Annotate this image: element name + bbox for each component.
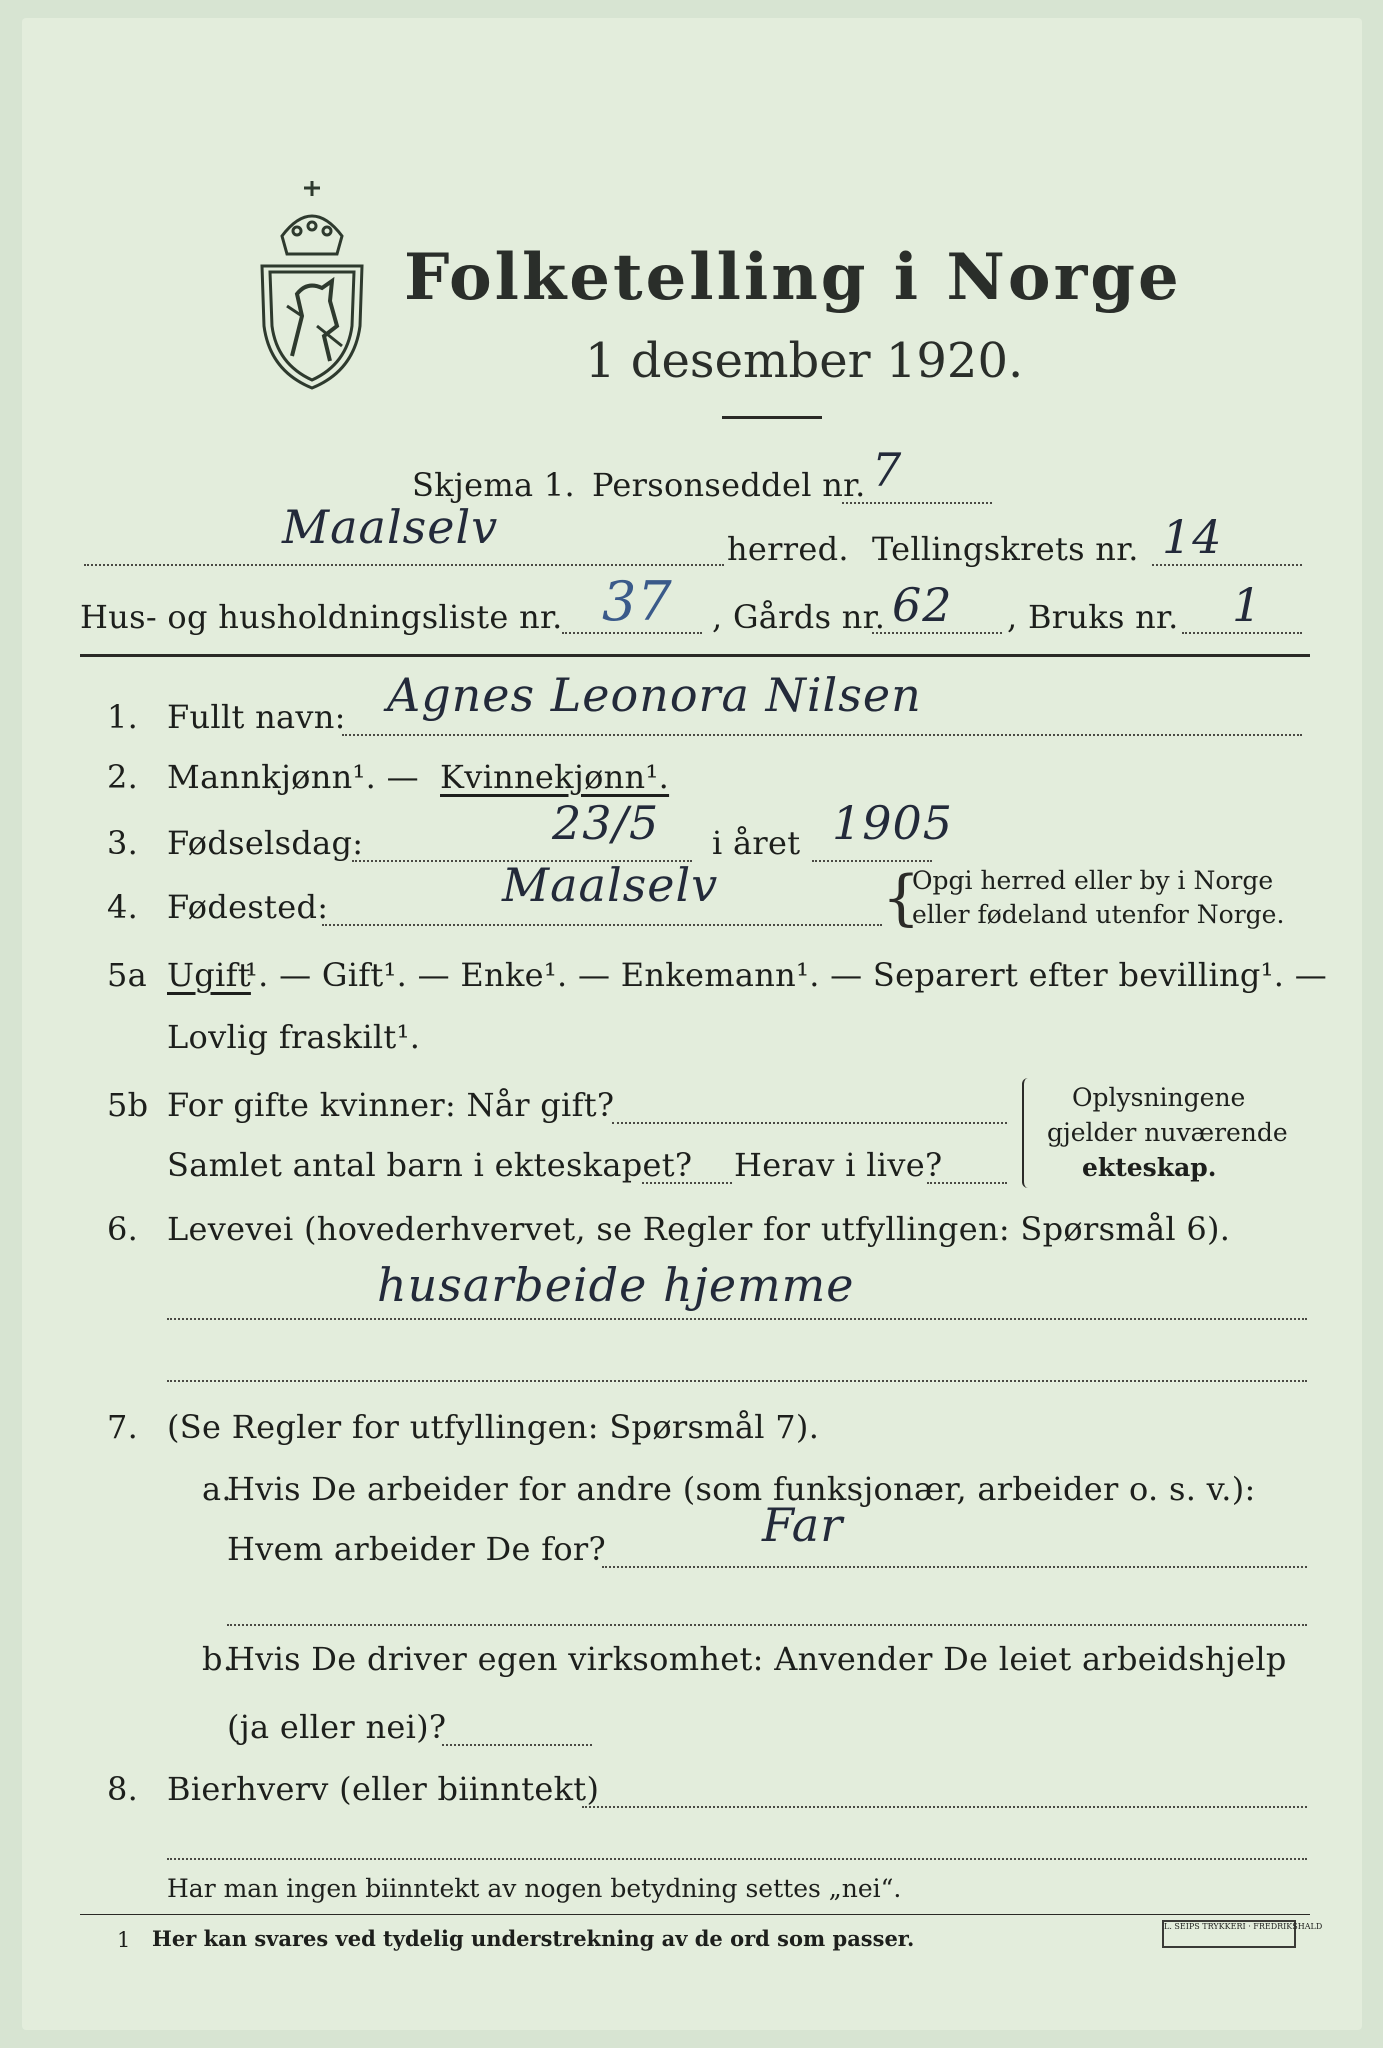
gards-value: 62	[892, 578, 953, 632]
q7a-line-extra	[227, 1624, 1307, 1626]
q2-male-option: Mannkjønn¹. —	[167, 758, 419, 796]
q5b-married-line	[612, 1122, 1007, 1124]
q7-number: 7.	[107, 1408, 139, 1446]
q3-label: Fødselsdag:	[167, 824, 364, 862]
q3-birth-year: 1905	[832, 796, 954, 850]
q1-number: 1.	[107, 698, 139, 736]
q5a-other-options: ¹. — Gift¹. — Enke¹. — Enkemann¹. — Separert efter bevilling¹. —	[245, 956, 1328, 994]
q4-number: 4.	[107, 888, 139, 926]
q5b-note-line3: ekteskap.	[1082, 1153, 1217, 1182]
census-form-sheet	[22, 18, 1362, 2030]
herred-label: herred.	[727, 530, 849, 568]
q3-year-label: i året	[712, 824, 801, 862]
q8-line2	[167, 1858, 1307, 1860]
footnote-number: 1	[117, 1928, 131, 1952]
q5b-children-line	[642, 1182, 732, 1184]
q5b-note-line2: gjelder nuværende	[1047, 1118, 1288, 1147]
footnote-text: Her kan svares ved tydelig understrekning av de ord som passer.	[152, 1926, 915, 1951]
q5b-note-bracket	[1022, 1078, 1032, 1188]
q7a-line	[602, 1566, 1307, 1568]
gards-label: , Gårds nr.	[712, 598, 886, 636]
q5a-number: 5a	[107, 956, 148, 994]
q3-birth-date: 23/5	[552, 796, 660, 850]
q4-label: Fødested:	[167, 888, 329, 926]
q5a-ugift-option: Ugift	[167, 956, 251, 994]
q5b-number: 5b	[107, 1086, 149, 1124]
q1-label: Fullt navn:	[167, 698, 346, 736]
herred-line	[84, 564, 724, 566]
husliste-value: 37	[602, 570, 673, 633]
q5b-children-label: Samlet antal barn i ekteskapet?	[167, 1146, 693, 1184]
printer-stamp-text: L. SEIPS TRYKKERI · FREDRIKSHALD	[1164, 1922, 1323, 1931]
personseddel-value: 7	[872, 443, 903, 497]
personseddel-line	[842, 502, 992, 504]
q6-label: Levevei (hovederhvervet, se Regler for utfyllingen: Spørsmål 6).	[167, 1210, 1231, 1248]
q4-note-line2: eller fødeland utenfor Norge.	[912, 900, 1285, 929]
q7a-employer: Far	[762, 1498, 844, 1552]
husliste-line	[562, 632, 702, 634]
q3-number: 3.	[107, 824, 139, 862]
personseddel-label: Personseddel nr.	[592, 466, 866, 504]
q4-line	[322, 924, 882, 926]
q7b-line2: (ja eller nei)?	[227, 1708, 447, 1746]
schema-label: Skjema 1.	[412, 466, 575, 504]
tellingskrets-label: Tellingskrets nr.	[872, 530, 1139, 568]
q5a-line2: Lovlig fraskilt¹.	[167, 1018, 421, 1056]
q1-line	[342, 734, 1302, 736]
q6-line2	[167, 1380, 1307, 1382]
q2-female-option: Kvinnekjønn¹.	[440, 758, 670, 796]
q6-line1	[167, 1318, 1307, 1320]
q7a-letter: a.	[202, 1470, 232, 1508]
herred-value: Maalselv	[282, 500, 499, 554]
q5b-alive-line	[927, 1182, 1007, 1184]
q4-birthplace: Maalselv	[502, 858, 719, 912]
tellingskrets-value: 14	[1162, 510, 1223, 564]
husliste-label: Hus- og husholdningsliste nr.	[80, 598, 563, 636]
q8-label: Bierhverv (eller biinntekt)	[167, 1770, 600, 1808]
norwegian-coat-of-arms-icon	[242, 176, 382, 396]
q3-year-line	[812, 860, 932, 862]
header-divider	[80, 654, 1310, 657]
q4-note-line1: Opgi herred eller by i Norge	[912, 866, 1274, 895]
q8-line1	[582, 1806, 1307, 1808]
footer-note: Har man ingen biinntekt av nogen betydning settes „nei“.	[167, 1874, 902, 1903]
q7-label: (Se Regler for utfyllingen: Spørsmål 7).	[167, 1408, 820, 1446]
q5b-note-line1: Oplysningene	[1072, 1083, 1246, 1112]
q7b-letter: b.	[202, 1640, 234, 1678]
bruks-label: , Bruks nr.	[1007, 598, 1179, 636]
gards-line	[872, 632, 1002, 634]
q7a-line1: Hvis De arbeider for andre (som funksjonær, arbeider o. s. v.):	[227, 1470, 1256, 1508]
q4-note-brace: {	[882, 863, 921, 933]
q7a-line2: Hvem arbeider De for?	[227, 1530, 606, 1568]
q6-occupation: husarbeide hjemme	[377, 1258, 855, 1312]
q5b-line1: For gifte kvinner: Når gift?	[167, 1086, 615, 1124]
title-divider	[722, 416, 822, 419]
tellingskrets-line	[1152, 564, 1302, 566]
q7b-line1: Hvis De driver egen virksomhet: Anvender De leiet arbeidshjelp	[227, 1640, 1287, 1678]
bruks-line	[1182, 632, 1302, 634]
q5b-alive-label: Herav i live?	[734, 1146, 943, 1184]
q2-number: 2.	[107, 758, 139, 796]
q6-number: 6.	[107, 1210, 139, 1248]
q8-number: 8.	[107, 1770, 139, 1808]
q1-full-name: Agnes Leonora Nilsen	[387, 668, 922, 722]
form-title: Folketelling i Norge	[404, 240, 1182, 315]
census-date: 1 desember 1920.	[585, 333, 1024, 389]
printer-stamp	[1162, 1920, 1323, 1948]
q7b-line	[442, 1744, 592, 1746]
footer-divider	[80, 1914, 1310, 1915]
bruks-value: 1	[1232, 578, 1263, 632]
